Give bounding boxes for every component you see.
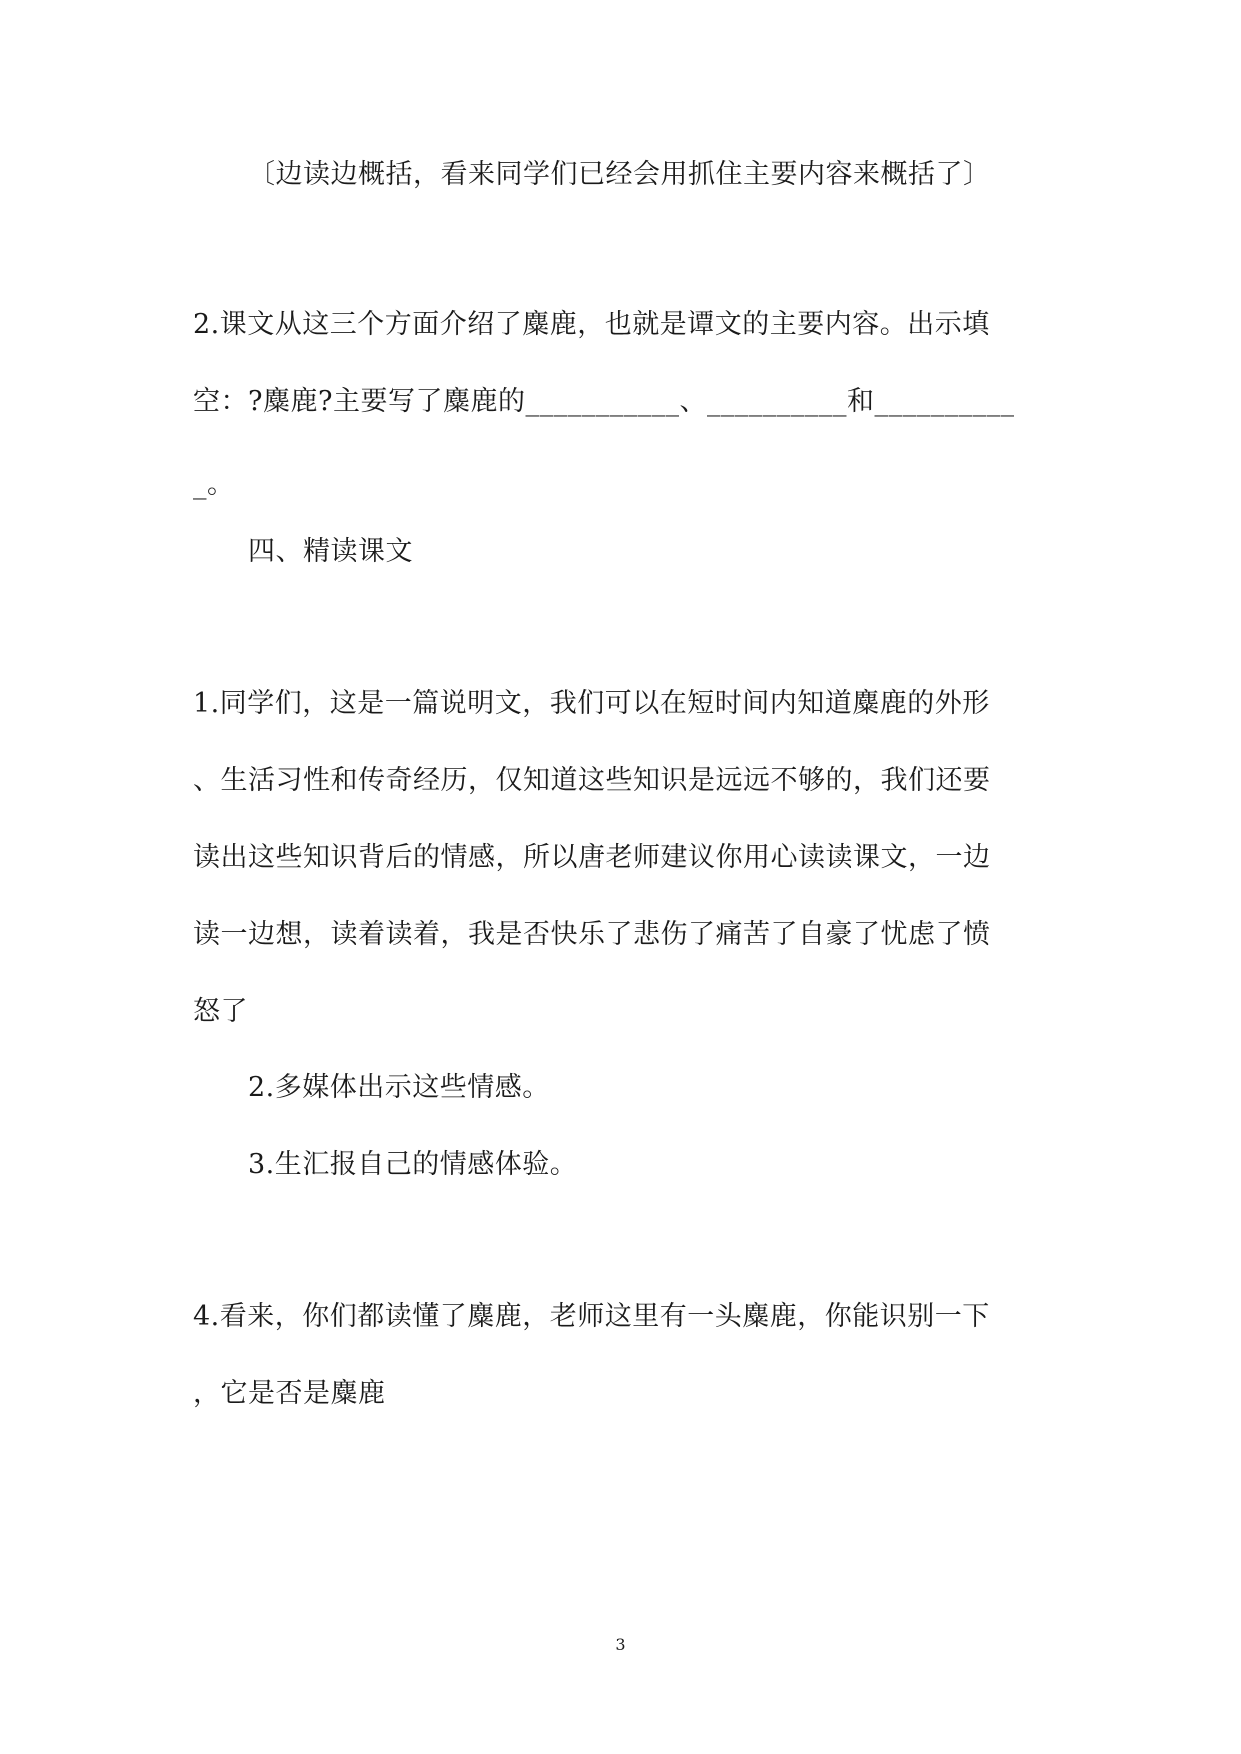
paragraph-line: ，它是否是麋鹿 — [193, 1378, 386, 1409]
paragraph-line: 读一边想，读着读着，我是否快乐了悲伤了痛苦了自豪了忧虑了愤 — [193, 919, 991, 950]
page-number: 3 — [615, 1635, 626, 1654]
paragraph-line: 读出这些知识背后的情感，所以唐老师建议你用心读读课文，一边 — [193, 842, 991, 873]
summary-note: 〔边读边概括，看来同学们已经会用抓住主要内容来概括了〕 — [248, 159, 991, 190]
list-item: 2.多媒体出示这些情感。 — [248, 1072, 550, 1103]
paragraph-line: _。 — [193, 469, 235, 500]
paragraph-line: 2.课文从这三个方面介绍了麋鹿，也就是谭文的主要内容。出示填 — [193, 309, 990, 340]
paragraph-line: 4.看来，你们都读懂了麋鹿，老师这里有一头麋鹿，你能识别一下 — [193, 1301, 990, 1332]
paragraph-line: 怒了 — [193, 996, 248, 1027]
list-item: 3.生汇报自己的情感体验。 — [248, 1149, 578, 1180]
paragraph-line: 、生活习性和传奇经历，仅知道这些知识是远远不够的，我们还要 — [193, 765, 991, 796]
section-heading: 四、精读课文 — [248, 536, 413, 567]
paragraph-line: 1.同学们，这是一篇说明文，我们可以在短时间内知道麋鹿的外形 — [193, 688, 990, 719]
fill-in-blank-line: 空：?麋鹿?主要写了麋鹿的___________、__________和__________ — [193, 386, 1015, 417]
